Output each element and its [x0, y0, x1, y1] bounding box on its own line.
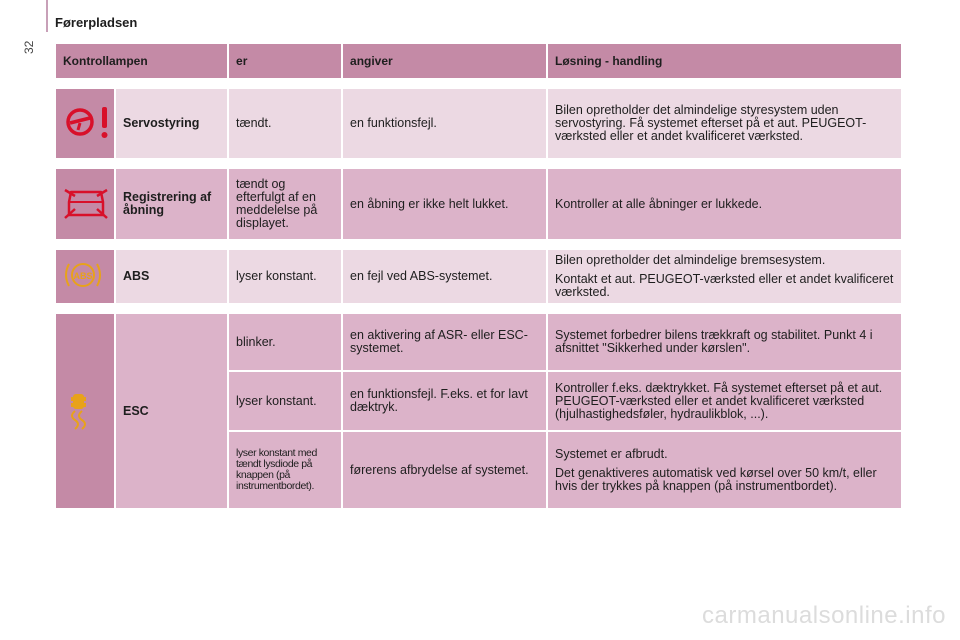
solution-text: Bilen opretholder det almindelige bremsesystem. — [555, 253, 826, 267]
lamp-indicates: førerens afbrydelse af systemet. — [343, 432, 548, 510]
table-row — [56, 89, 903, 160]
lamp-solution — [548, 169, 903, 241]
lamp-solution — [548, 250, 903, 305]
solution-text: Systemet er afbrudt. — [555, 446, 668, 461]
section-bar — [46, 0, 48, 32]
lamp-name: ESC — [116, 314, 229, 510]
lamp-name: Servostyring — [116, 89, 229, 160]
icon-cell — [56, 250, 116, 305]
warning-lamp-table — [56, 44, 903, 510]
lamp-state: lyser konstant. — [229, 372, 343, 432]
lamp-state: lyser konstant med tændt lysdiode på knappen (på instrumentbordet). — [229, 432, 343, 510]
lamp-indicates: en åbning er ikke helt lukket. — [343, 169, 548, 241]
page-number: 32 — [22, 40, 36, 54]
lamp-state: lyser konstant. — [229, 250, 343, 305]
solution-text: Kontroller f.eks. dæktrykket. Få systemet efterset på et aut. PEUGEOT-værksted eller et andet kvalificeret værksted (hjulhastighedsføler, hydraulikblok, ...). — [555, 380, 883, 421]
lamp-state: blinker. — [229, 314, 343, 372]
section-title: Førerpladsen — [55, 15, 138, 30]
lamp-indicates: en aktivering af ASR- eller ESC-systemet. — [343, 314, 548, 372]
lamp-solution — [548, 432, 903, 510]
lamp-state: tændt og efterfulgt af en meddelelse på displayet. — [229, 169, 343, 241]
solution-text: Bilen opretholder det almindelige styresystem uden servostyring. Få systemet efterset på et aut. PEUGEOT-værksted eller et andet kvalificeret værksted. — [555, 103, 867, 143]
icon-cell — [56, 89, 116, 160]
abs-icon — [63, 258, 103, 295]
table-row — [56, 169, 903, 241]
icon-cell — [56, 314, 116, 510]
esc-skid-icon — [63, 390, 93, 433]
table-header-row — [56, 44, 903, 80]
lamp-state: tændt. — [229, 89, 343, 160]
table-row — [56, 314, 903, 372]
icon-cell — [56, 169, 116, 241]
lamp-indicates: en fejl ved ABS-systemet. — [343, 250, 548, 305]
svg-text:ABS: ABS — [73, 271, 93, 281]
solution-text: Kontakt et aut. PEUGEOT-værksted eller et andet kvalificeret værksted. — [555, 272, 894, 299]
lamp-name: ABS — [116, 250, 229, 305]
table-row — [56, 250, 903, 305]
solution-text: Det genaktiveres automatisk ved kørsel over 50 km/t, eller hvis der trykkes på knappen (på instrumentbordet). — [555, 465, 877, 493]
lamp-indicates: en funktionsfejl. — [343, 89, 548, 160]
power-steering-warning-icon — [63, 102, 115, 145]
lamp-solution — [548, 314, 903, 372]
header-lamp: Kontrollampen — [56, 44, 229, 80]
watermark: carmanualsonline.info — [702, 602, 946, 629]
header-solution: Løsning - handling — [548, 44, 903, 80]
lamp-name: Registrering af åbning — [116, 169, 229, 241]
lamp-solution — [548, 89, 903, 160]
lamp-solution — [548, 372, 903, 432]
door-open-icon — [63, 185, 109, 224]
solution-text: Systemet forbedrer bilens trækkraft og stabilitet. Punkt 4 i afsnittet "Sikkerhed under kørslen". — [555, 328, 873, 355]
header-indicates: angiver — [343, 44, 548, 80]
lamp-indicates: en funktionsfejl. F.eks. et for lavt dæktryk. — [343, 372, 548, 432]
solution-text: Kontroller at alle åbninger er lukkede. — [555, 196, 763, 211]
header-state: er — [229, 44, 343, 80]
